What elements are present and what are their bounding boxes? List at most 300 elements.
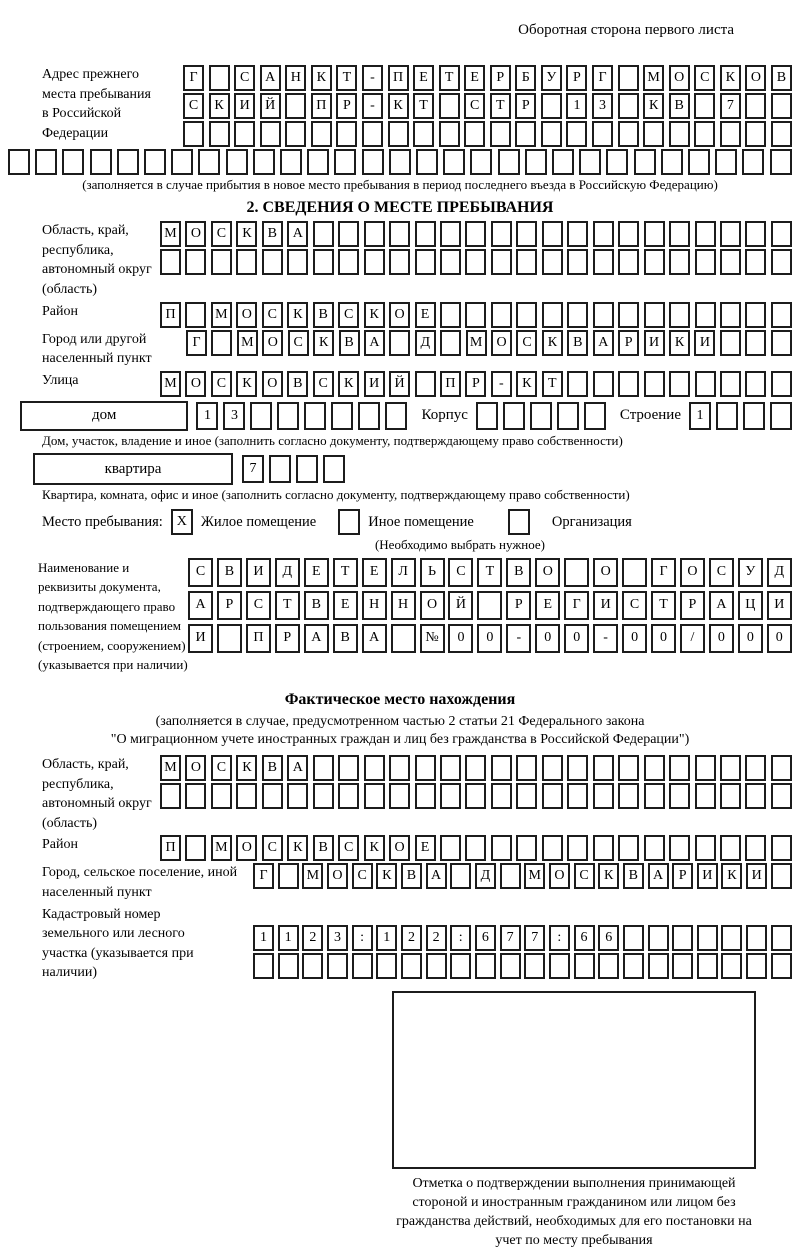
char-cell[interactable]: [171, 149, 193, 175]
char-cell[interactable]: И: [694, 330, 715, 356]
checkbox-other-premises[interactable]: [338, 509, 360, 535]
char-cell[interactable]: [416, 149, 438, 175]
char-cell[interactable]: [183, 121, 204, 147]
char-cell[interactable]: И: [767, 591, 792, 620]
char-cell[interactable]: Т: [477, 558, 502, 587]
char-cell[interactable]: [695, 249, 716, 275]
char-cell[interactable]: М: [466, 330, 487, 356]
char-cell[interactable]: О: [236, 835, 257, 861]
char-cell[interactable]: 1: [196, 402, 218, 430]
char-cell[interactable]: [415, 755, 436, 781]
char-cell[interactable]: [217, 624, 242, 653]
char-cell[interactable]: [362, 149, 384, 175]
char-cell[interactable]: О: [745, 65, 766, 91]
char-cell[interactable]: [716, 402, 738, 430]
char-cell[interactable]: [465, 302, 486, 328]
char-cell[interactable]: [364, 783, 385, 809]
char-cell[interactable]: В: [669, 93, 690, 119]
char-cell[interactable]: С: [709, 558, 734, 587]
char-cell[interactable]: [413, 121, 434, 147]
char-cell[interactable]: С: [246, 591, 271, 620]
char-cell[interactable]: [771, 863, 792, 889]
char-cell[interactable]: У: [541, 65, 562, 91]
char-cell[interactable]: Н: [285, 65, 306, 91]
char-cell[interactable]: [440, 755, 461, 781]
char-cell[interactable]: [439, 93, 460, 119]
char-cell[interactable]: А: [260, 65, 281, 91]
char-cell[interactable]: Г: [183, 65, 204, 91]
char-cell[interactable]: [618, 755, 639, 781]
char-cell[interactable]: [491, 302, 512, 328]
char-cell[interactable]: [475, 953, 496, 979]
char-cell[interactable]: [771, 783, 792, 809]
char-cell[interactable]: П: [440, 371, 461, 397]
char-cell[interactable]: О: [420, 591, 445, 620]
char-cell[interactable]: [211, 249, 232, 275]
char-cell[interactable]: [415, 249, 436, 275]
char-cell[interactable]: [277, 402, 299, 430]
char-cell[interactable]: М: [211, 302, 232, 328]
char-cell[interactable]: [541, 121, 562, 147]
char-cell[interactable]: [721, 925, 742, 951]
char-cell[interactable]: Р: [465, 371, 486, 397]
char-cell[interactable]: [720, 302, 741, 328]
char-cell[interactable]: -: [362, 65, 383, 91]
char-cell[interactable]: [542, 755, 563, 781]
char-cell[interactable]: С: [574, 863, 595, 889]
char-cell[interactable]: 1: [689, 402, 711, 430]
char-cell[interactable]: [720, 783, 741, 809]
char-cell[interactable]: 7: [720, 93, 741, 119]
char-cell[interactable]: [771, 835, 792, 861]
char-cell[interactable]: [209, 121, 230, 147]
char-cell[interactable]: О: [236, 302, 257, 328]
char-cell[interactable]: [618, 93, 639, 119]
char-cell[interactable]: К: [364, 302, 385, 328]
char-cell[interactable]: [567, 783, 588, 809]
char-cell[interactable]: [465, 783, 486, 809]
char-cell[interactable]: [745, 783, 766, 809]
char-cell[interactable]: [287, 783, 308, 809]
char-cell[interactable]: [476, 402, 498, 430]
char-cell[interactable]: [198, 149, 220, 175]
char-cell[interactable]: В: [339, 330, 360, 356]
char-cell[interactable]: В: [287, 371, 308, 397]
char-cell[interactable]: В: [623, 863, 644, 889]
char-cell[interactable]: И: [746, 863, 767, 889]
char-cell[interactable]: [574, 953, 595, 979]
char-cell[interactable]: [465, 249, 486, 275]
char-cell[interactable]: [746, 925, 767, 951]
char-cell[interactable]: [401, 953, 422, 979]
char-cell[interactable]: [250, 402, 272, 430]
char-cell[interactable]: И: [697, 863, 718, 889]
char-cell[interactable]: [622, 558, 647, 587]
char-cell[interactable]: [500, 863, 521, 889]
char-cell[interactable]: [644, 249, 665, 275]
char-cell[interactable]: И: [644, 330, 665, 356]
char-cell[interactable]: Е: [413, 65, 434, 91]
char-cell[interactable]: [516, 221, 537, 247]
char-cell[interactable]: О: [327, 863, 348, 889]
char-cell[interactable]: [498, 149, 520, 175]
char-cell[interactable]: [721, 953, 742, 979]
char-cell[interactable]: /: [680, 624, 705, 653]
char-cell[interactable]: А: [709, 591, 734, 620]
char-cell[interactable]: И: [364, 371, 385, 397]
char-cell[interactable]: М: [302, 863, 323, 889]
char-cell[interactable]: 1: [253, 925, 274, 951]
char-cell[interactable]: [618, 65, 639, 91]
char-cell[interactable]: [307, 149, 329, 175]
char-cell[interactable]: Т: [490, 93, 511, 119]
char-cell[interactable]: Е: [535, 591, 560, 620]
char-cell[interactable]: [606, 149, 628, 175]
checkbox-residential[interactable]: X: [171, 509, 193, 535]
char-cell[interactable]: [584, 402, 606, 430]
char-cell[interactable]: [695, 302, 716, 328]
char-cell[interactable]: Е: [362, 558, 387, 587]
char-cell[interactable]: [618, 249, 639, 275]
char-cell[interactable]: М: [160, 221, 181, 247]
char-cell[interactable]: [566, 121, 587, 147]
char-cell[interactable]: [236, 783, 257, 809]
char-cell[interactable]: [296, 455, 318, 483]
char-cell[interactable]: Р: [275, 624, 300, 653]
char-cell[interactable]: [661, 149, 683, 175]
char-cell[interactable]: М: [160, 755, 181, 781]
char-cell[interactable]: [185, 783, 206, 809]
char-cell[interactable]: Е: [415, 835, 436, 861]
char-cell[interactable]: 2: [302, 925, 323, 951]
char-cell[interactable]: [331, 402, 353, 430]
char-cell[interactable]: [542, 783, 563, 809]
char-cell[interactable]: [226, 149, 248, 175]
char-cell[interactable]: Й: [448, 591, 473, 620]
char-cell[interactable]: А: [287, 221, 308, 247]
char-cell[interactable]: [364, 221, 385, 247]
char-cell[interactable]: Г: [253, 863, 274, 889]
char-cell[interactable]: [516, 783, 537, 809]
char-cell[interactable]: Н: [391, 591, 416, 620]
char-cell[interactable]: С: [188, 558, 213, 587]
char-cell[interactable]: [491, 221, 512, 247]
char-cell[interactable]: [443, 149, 465, 175]
char-cell[interactable]: Р: [566, 65, 587, 91]
char-cell[interactable]: Р: [490, 65, 511, 91]
char-cell[interactable]: С: [516, 330, 537, 356]
char-cell[interactable]: -: [491, 371, 512, 397]
char-cell[interactable]: К: [720, 65, 741, 91]
char-cell[interactable]: 2: [426, 925, 447, 951]
char-cell[interactable]: [269, 455, 291, 483]
char-cell[interactable]: [287, 249, 308, 275]
char-cell[interactable]: :: [450, 925, 471, 951]
char-cell[interactable]: 7: [242, 455, 264, 483]
char-cell[interactable]: [234, 121, 255, 147]
char-cell[interactable]: К: [311, 65, 332, 91]
char-cell[interactable]: [440, 221, 461, 247]
char-cell[interactable]: [771, 330, 792, 356]
char-cell[interactable]: Т: [333, 558, 358, 587]
char-cell[interactable]: Е: [304, 558, 329, 587]
char-cell[interactable]: [542, 221, 563, 247]
char-cell[interactable]: :: [352, 925, 373, 951]
char-cell[interactable]: [440, 330, 461, 356]
char-cell[interactable]: [720, 221, 741, 247]
char-cell[interactable]: 7: [524, 925, 545, 951]
char-cell[interactable]: 3: [592, 93, 613, 119]
char-cell[interactable]: [745, 221, 766, 247]
char-cell[interactable]: 6: [475, 925, 496, 951]
char-cell[interactable]: [440, 302, 461, 328]
char-cell[interactable]: Е: [415, 302, 436, 328]
char-cell[interactable]: Г: [592, 65, 613, 91]
char-cell[interactable]: [450, 953, 471, 979]
char-cell[interactable]: [669, 249, 690, 275]
char-cell[interactable]: К: [287, 302, 308, 328]
char-cell[interactable]: [567, 755, 588, 781]
char-cell[interactable]: 0: [477, 624, 502, 653]
char-cell[interactable]: Т: [651, 591, 676, 620]
char-cell[interactable]: [672, 925, 693, 951]
char-cell[interactable]: Т: [439, 65, 460, 91]
char-cell[interactable]: [634, 149, 656, 175]
char-cell[interactable]: -: [362, 93, 383, 119]
char-cell[interactable]: [567, 302, 588, 328]
char-cell[interactable]: [720, 835, 741, 861]
char-cell[interactable]: Г: [186, 330, 207, 356]
char-cell[interactable]: [491, 249, 512, 275]
char-cell[interactable]: [623, 925, 644, 951]
char-cell[interactable]: №: [420, 624, 445, 653]
char-cell[interactable]: Р: [618, 330, 639, 356]
char-cell[interactable]: [389, 149, 411, 175]
char-cell[interactable]: А: [426, 863, 447, 889]
char-cell[interactable]: [669, 302, 690, 328]
char-cell[interactable]: [720, 755, 741, 781]
char-cell[interactable]: [618, 835, 639, 861]
char-cell[interactable]: [90, 149, 112, 175]
char-cell[interactable]: 0: [709, 624, 734, 653]
char-cell[interactable]: [579, 149, 601, 175]
char-cell[interactable]: [302, 953, 323, 979]
char-cell[interactable]: Б: [515, 65, 536, 91]
char-cell[interactable]: [549, 953, 570, 979]
char-cell[interactable]: [771, 925, 792, 951]
char-cell[interactable]: [593, 302, 614, 328]
char-cell[interactable]: С: [211, 371, 232, 397]
char-cell[interactable]: [62, 149, 84, 175]
char-cell[interactable]: Р: [680, 591, 705, 620]
char-cell[interactable]: В: [304, 591, 329, 620]
checkbox-organization[interactable]: [508, 509, 530, 535]
char-cell[interactable]: [618, 783, 639, 809]
char-cell[interactable]: Т: [275, 591, 300, 620]
char-cell[interactable]: Р: [217, 591, 242, 620]
char-cell[interactable]: [669, 221, 690, 247]
char-cell[interactable]: [389, 755, 410, 781]
char-cell[interactable]: [745, 371, 766, 397]
char-cell[interactable]: [253, 149, 275, 175]
char-cell[interactable]: [426, 953, 447, 979]
char-cell[interactable]: К: [721, 863, 742, 889]
char-cell[interactable]: 6: [598, 925, 619, 951]
char-cell[interactable]: [557, 402, 579, 430]
char-cell[interactable]: [515, 121, 536, 147]
char-cell[interactable]: [211, 783, 232, 809]
char-cell[interactable]: А: [188, 591, 213, 620]
char-cell[interactable]: Д: [275, 558, 300, 587]
char-cell[interactable]: -: [593, 624, 618, 653]
char-cell[interactable]: О: [593, 558, 618, 587]
char-cell[interactable]: К: [376, 863, 397, 889]
char-cell[interactable]: [525, 149, 547, 175]
char-cell[interactable]: [440, 835, 461, 861]
char-cell[interactable]: [389, 249, 410, 275]
char-cell[interactable]: С: [448, 558, 473, 587]
char-cell[interactable]: 0: [622, 624, 647, 653]
char-cell[interactable]: [262, 783, 283, 809]
char-cell[interactable]: [385, 402, 407, 430]
char-cell[interactable]: О: [262, 330, 283, 356]
char-cell[interactable]: С: [262, 835, 283, 861]
char-cell[interactable]: [720, 121, 741, 147]
char-cell[interactable]: [593, 755, 614, 781]
char-cell[interactable]: [160, 783, 181, 809]
char-cell[interactable]: [771, 302, 792, 328]
char-cell[interactable]: А: [362, 624, 387, 653]
char-cell[interactable]: [117, 149, 139, 175]
char-cell[interactable]: В: [313, 835, 334, 861]
char-cell[interactable]: В: [333, 624, 358, 653]
char-cell[interactable]: [327, 953, 348, 979]
char-cell[interactable]: [144, 149, 166, 175]
char-cell[interactable]: [278, 863, 299, 889]
char-cell[interactable]: [618, 371, 639, 397]
char-cell[interactable]: [389, 783, 410, 809]
char-cell[interactable]: [503, 402, 525, 430]
char-cell[interactable]: [477, 591, 502, 620]
char-cell[interactable]: [35, 149, 57, 175]
char-cell[interactable]: Й: [260, 93, 281, 119]
char-cell[interactable]: [450, 863, 471, 889]
char-cell[interactable]: К: [364, 835, 385, 861]
char-cell[interactable]: [669, 755, 690, 781]
char-cell[interactable]: [669, 121, 690, 147]
char-cell[interactable]: 0: [738, 624, 763, 653]
char-cell[interactable]: [745, 835, 766, 861]
char-cell[interactable]: [672, 953, 693, 979]
char-cell[interactable]: И: [593, 591, 618, 620]
char-cell[interactable]: И: [234, 93, 255, 119]
char-cell[interactable]: С: [211, 221, 232, 247]
char-cell[interactable]: [185, 302, 206, 328]
char-cell[interactable]: М: [160, 371, 181, 397]
char-cell[interactable]: [644, 835, 665, 861]
char-cell[interactable]: 3: [327, 925, 348, 951]
char-cell[interactable]: [648, 925, 669, 951]
char-cell[interactable]: [8, 149, 30, 175]
char-cell[interactable]: 3: [223, 402, 245, 430]
char-cell[interactable]: [720, 330, 741, 356]
char-cell[interactable]: [440, 783, 461, 809]
char-cell[interactable]: [771, 953, 792, 979]
char-cell[interactable]: [745, 330, 766, 356]
char-cell[interactable]: П: [160, 835, 181, 861]
char-cell[interactable]: С: [211, 755, 232, 781]
char-cell[interactable]: [644, 221, 665, 247]
char-cell[interactable]: [278, 953, 299, 979]
char-cell[interactable]: А: [287, 755, 308, 781]
char-cell[interactable]: [745, 121, 766, 147]
char-cell[interactable]: Р: [336, 93, 357, 119]
char-cell[interactable]: [644, 302, 665, 328]
char-cell[interactable]: [552, 149, 574, 175]
char-cell[interactable]: [415, 221, 436, 247]
char-cell[interactable]: [771, 371, 792, 397]
char-cell[interactable]: К: [516, 371, 537, 397]
char-cell[interactable]: [524, 953, 545, 979]
char-cell[interactable]: [388, 121, 409, 147]
char-cell[interactable]: [236, 249, 257, 275]
char-cell[interactable]: [491, 755, 512, 781]
char-cell[interactable]: [280, 149, 302, 175]
char-cell[interactable]: К: [287, 835, 308, 861]
char-cell[interactable]: [262, 249, 283, 275]
char-cell[interactable]: 6: [574, 925, 595, 951]
char-cell[interactable]: [491, 783, 512, 809]
char-cell[interactable]: Д: [475, 863, 496, 889]
char-cell[interactable]: [185, 835, 206, 861]
char-cell[interactable]: [465, 221, 486, 247]
char-cell[interactable]: [745, 249, 766, 275]
char-cell[interactable]: [465, 755, 486, 781]
char-cell[interactable]: [541, 93, 562, 119]
char-cell[interactable]: [742, 149, 764, 175]
char-cell[interactable]: [313, 249, 334, 275]
char-cell[interactable]: [715, 149, 737, 175]
char-cell[interactable]: [338, 221, 359, 247]
char-cell[interactable]: [376, 953, 397, 979]
char-cell[interactable]: [542, 302, 563, 328]
char-cell[interactable]: [694, 121, 715, 147]
char-cell[interactable]: [253, 953, 274, 979]
char-cell[interactable]: [669, 371, 690, 397]
char-cell[interactable]: Н: [362, 591, 387, 620]
char-cell[interactable]: С: [694, 65, 715, 91]
char-cell[interactable]: Ц: [738, 591, 763, 620]
char-cell[interactable]: В: [771, 65, 792, 91]
char-cell[interactable]: А: [648, 863, 669, 889]
char-cell[interactable]: [391, 624, 416, 653]
char-cell[interactable]: К: [209, 93, 230, 119]
char-cell[interactable]: [364, 755, 385, 781]
char-cell[interactable]: [697, 925, 718, 951]
char-cell[interactable]: [516, 249, 537, 275]
char-cell[interactable]: Г: [651, 558, 676, 587]
char-cell[interactable]: [209, 65, 230, 91]
char-cell[interactable]: П: [160, 302, 181, 328]
char-cell[interactable]: [593, 221, 614, 247]
char-cell[interactable]: [771, 755, 792, 781]
char-cell[interactable]: Т: [336, 65, 357, 91]
char-cell[interactable]: [695, 835, 716, 861]
char-cell[interactable]: [542, 835, 563, 861]
char-cell[interactable]: 1: [278, 925, 299, 951]
char-cell[interactable]: К: [669, 330, 690, 356]
char-cell[interactable]: С: [464, 93, 485, 119]
